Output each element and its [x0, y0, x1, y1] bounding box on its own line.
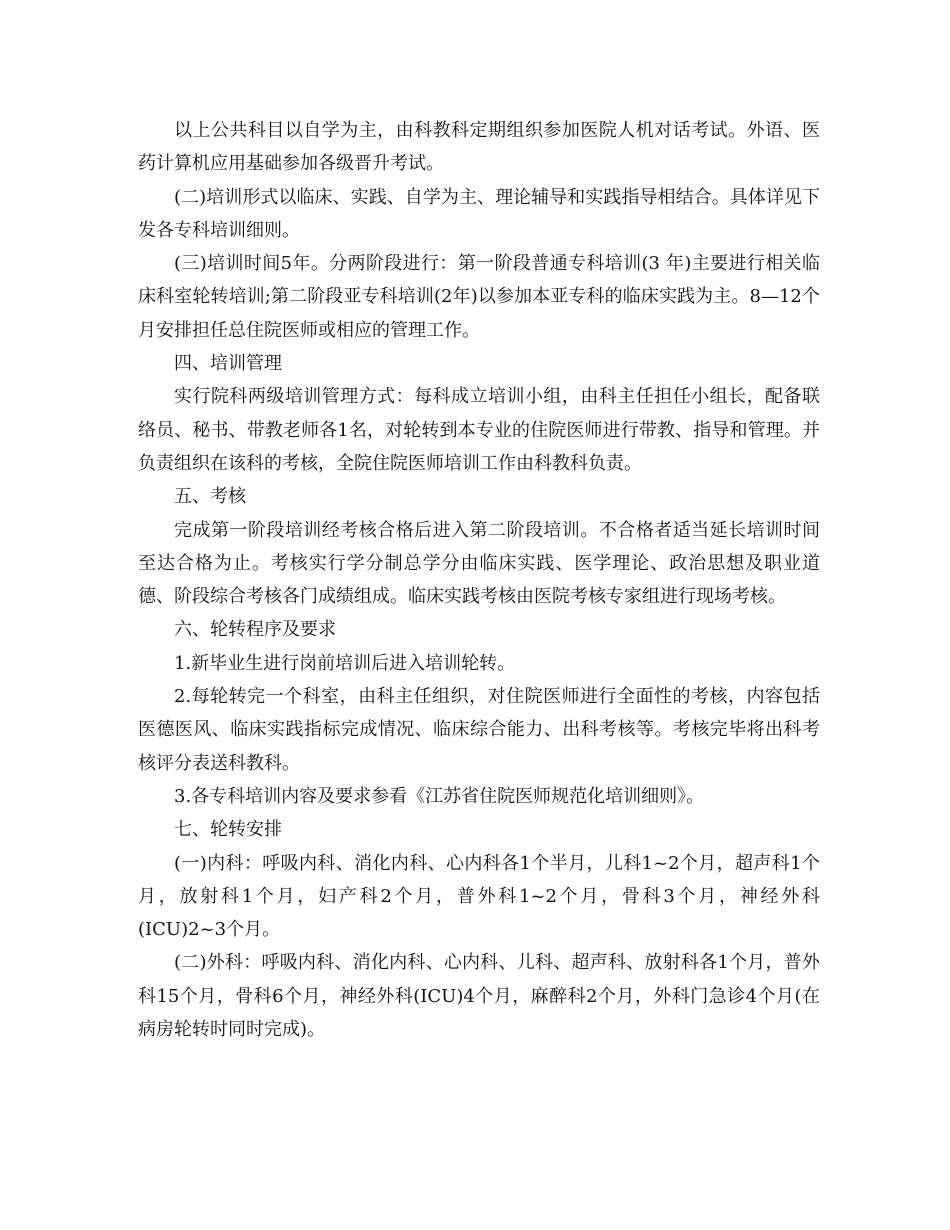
paragraph-surgery-schedule: (二)外科：呼吸内科、消化内科、心内科、儿科、超声科、放射科各1个月，普外科15个月，骨科6个月，神经外科(ICU)4个月，麻醉科2个月，外科门急诊4个月(在病房轮转时同时完成)。: [138, 952, 820, 1041]
document-body: [138, 114, 820, 1046]
list-item-rotation-3: 3.各专科培训内容及要求参看《江苏省住院医师规范化培训细则》。: [174, 785, 705, 807]
paragraph-training-duration: (三)培训时间5年。分两阶段进行：第一阶段普通专科培训(3 年)主要进行相关临床科室轮转培训;第二阶段亚专科培训(2年)以参加本亚专科的临床实践为主。8—12个月安排担任总住院医师或相应的管理工作。: [138, 253, 820, 341]
paragraph-public-subjects: 以上公共科目以自学为主，由科教科定期组织参加医院人机对话考试。外语、医药计算机应用基础参加各级晋升考试。: [138, 120, 820, 175]
list-item-rotation-1: 1.新毕业生进行岗前培训后进入培训轮转。: [174, 652, 516, 674]
section-heading-training-management: 四、培训管理: [174, 353, 282, 375]
list-item-rotation-2: 2.每轮转完一个科室，由科主任组织，对住院医师进行全面性的考核，内容包括医德医风、临床实践指标完成情况、临床综合能力、出科考核等。考核完毕将出科考核评分表送科教科。: [138, 686, 820, 774]
paragraph-training-form: (二)培训形式以临床、实践、自学为主、理论辅导和实践指导相结合。具体详见下发各专科培训细则。: [138, 186, 820, 241]
section-heading-assessment: 五、考核: [174, 486, 246, 508]
section-heading-rotation-procedure: 六、轮转程序及要求: [174, 619, 336, 641]
paragraph-internal-medicine-schedule: (一)内科：呼吸内科、消化内科、心内科各1个半月，儿科1~2个月，超声科1个月，放射科1个月，妇产科2个月，普外科1~2个月，骨科3个月，神经外科(ICU)2~3个月。: [138, 852, 820, 941]
paragraph-training-management: 实行院科两级培训管理方式：每科成立培训小组，由科主任担任小组长，配备联络员、秘书、带教老师各1名，对轮转到本专业的住院医师进行带教、指导和管理。并负责组织在该科的考核，全院住院医师培训工作由科教科负责。: [138, 386, 820, 474]
paragraph-assessment: 完成第一阶段培训经考核合格后进入第二阶段培训。不合格者适当延长培训时间至达合格为止。考核实行学分制总学分由临床实践、医学理论、政治思想及职业道德、阶段综合考核各门成绩组成。临床实践考核由医院考核专家组进行现场考核。: [138, 519, 820, 608]
section-heading-rotation-schedule: 七、轮转安排: [174, 819, 282, 841]
